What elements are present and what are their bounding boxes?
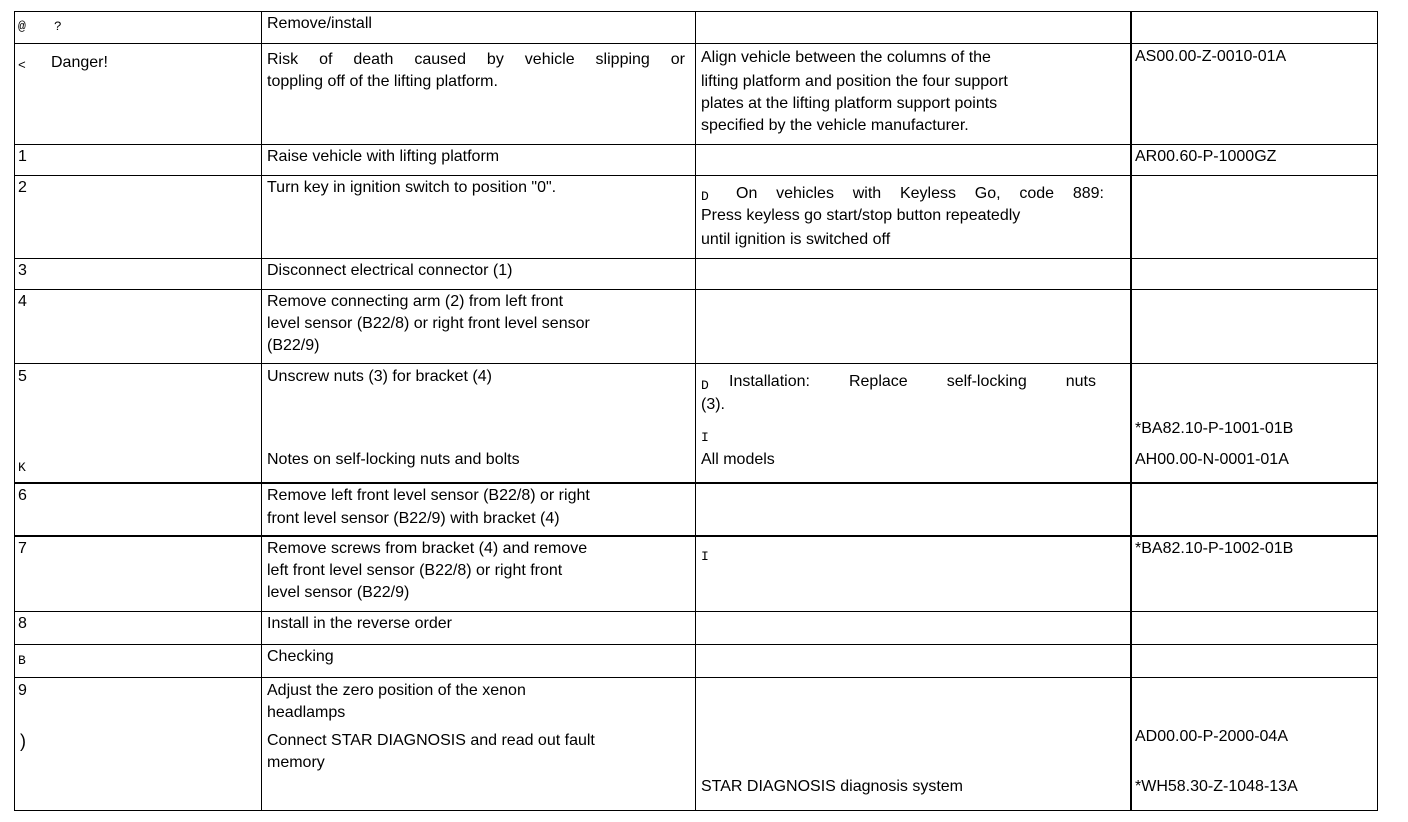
grid-line: [14, 482, 1378, 484]
info-icon: I: [701, 549, 709, 564]
step-text: Checking: [267, 648, 334, 665]
danger-risk-line: Risk of death caused by vehicle slipping or: [267, 51, 685, 68]
step-number: 1: [18, 148, 27, 165]
tool-text: STAR DIAGNOSIS diagnosis system: [701, 778, 963, 795]
step-number: 2: [18, 179, 27, 196]
notes-icon: K: [18, 460, 26, 475]
step-number: 5: [18, 368, 27, 385]
step-text: front level sensor (B22/9) with bracket (4): [267, 510, 560, 527]
step-number: 4: [18, 293, 27, 310]
step-number: 6: [18, 487, 27, 504]
step-text: level sensor (B22/8) or right front level sensor: [267, 315, 590, 332]
danger-reference: AS00.00-Z-0010-01A: [1135, 48, 1287, 65]
section-title: Remove/install: [267, 15, 372, 32]
grid-line: [695, 11, 696, 811]
step-number: 9: [18, 682, 27, 699]
step-text: Install in the reverse order: [267, 615, 452, 632]
step-text: Raise vehicle with lifting platform: [267, 148, 500, 165]
step-reference: AH00.00-N-0001-01A: [1135, 451, 1289, 468]
step-note-line: On vehicles with Keyless Go, code 889:: [736, 185, 1104, 202]
grid-line: [14, 289, 1378, 290]
danger-note-line: lifting platform and position the four support: [701, 73, 1008, 90]
grid-line: [14, 144, 1378, 145]
danger-note-line: Align vehicle between the columns of the: [701, 49, 991, 66]
step-reference: *BA82.10-P-1001-01B: [1135, 420, 1294, 437]
diagnosis-icon: ): [20, 731, 26, 751]
grid-line: [14, 175, 1378, 176]
grid-line: [14, 363, 1378, 364]
step-text: Remove connecting arm (2) from left front: [267, 293, 564, 310]
grid-line: [14, 644, 1378, 645]
step-text: headlamps: [267, 704, 346, 721]
step-note-line: until ignition is switched off: [701, 231, 891, 248]
step-reference: *BA82.10-P-1002-01B: [1135, 540, 1294, 557]
step-note-line: Installation: Replace self-locking nuts: [729, 373, 1096, 390]
step-text: (B22/9): [267, 337, 320, 354]
step-note-line: Press keyless go start/stop button repeatedly: [701, 207, 1021, 224]
grid-line: [14, 535, 1378, 537]
grid-line: [14, 43, 1378, 44]
note-icon: D: [701, 378, 709, 393]
checking-icon: B: [18, 653, 26, 668]
grid-line: [1130, 11, 1132, 811]
step-reference: AR00.60-P-1000GZ: [1135, 148, 1277, 165]
step-text: level sensor (B22/9): [267, 584, 410, 601]
step-note-line: All models: [701, 451, 775, 468]
step-text: Notes on self-locking nuts and bolts: [267, 451, 520, 468]
tool-reference: *WH58.30-Z-1048-13A: [1135, 778, 1298, 795]
note-icon: D: [701, 189, 709, 204]
info-icon: I: [701, 430, 709, 445]
step-text: Remove left front level sensor (B22/8) or right: [267, 487, 590, 504]
danger-note-line: specified by the vehicle manufacturer.: [701, 117, 969, 134]
danger-icon: <: [18, 58, 26, 73]
danger-risk-line: toppling off of the lifting platform.: [267, 73, 498, 90]
step-text: Disconnect electrical connector (1): [267, 262, 513, 279]
grid-line: [1377, 11, 1378, 811]
step-text: Turn key in ignition switch to position "0".: [267, 179, 557, 196]
grid-line: [261, 11, 262, 811]
danger-label: Danger!: [51, 54, 108, 71]
step-text: Adjust the zero position of the xenon: [267, 682, 526, 699]
step-number: 7: [18, 540, 27, 557]
step-text: left front level sensor (B22/8) or right front: [267, 562, 563, 579]
grid-line: [14, 11, 1378, 12]
danger-note-line: plates at the lifting platform support points: [701, 95, 998, 112]
grid-line: [14, 258, 1378, 259]
header-symbol-b: ?: [54, 19, 62, 34]
header-symbol-a: @: [18, 19, 26, 34]
grid-line: [14, 677, 1378, 678]
step-note-line: (3).: [701, 396, 725, 413]
step-number: 8: [18, 615, 27, 632]
grid-line: [14, 611, 1378, 612]
grid-line: [14, 11, 15, 811]
step-number: 3: [18, 262, 27, 279]
step-text: Connect STAR DIAGNOSIS and read out fault: [267, 732, 595, 749]
step-text: memory: [267, 754, 325, 771]
grid-line: [14, 810, 1378, 811]
step-reference: AD00.00-P-2000-04A: [1135, 728, 1288, 745]
step-text: Remove screws from bracket (4) and remove: [267, 540, 588, 557]
step-text: Unscrew nuts (3) for bracket (4): [267, 368, 492, 385]
